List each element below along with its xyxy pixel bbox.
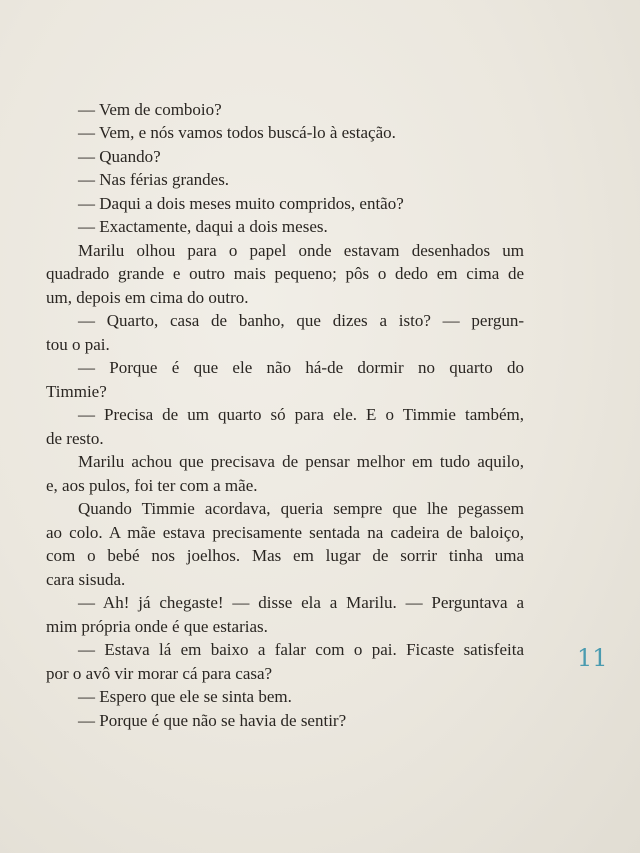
text-line: — Daqui a dois meses muito compridos, então? bbox=[78, 194, 404, 213]
text-line: mim própria onde é que estarias. bbox=[46, 617, 268, 636]
page-number: 11 bbox=[577, 644, 608, 672]
text-line: — Nas férias grandes. bbox=[78, 170, 230, 189]
text-line: e, aos pulos, foi ter com a mãe. bbox=[46, 476, 258, 495]
text-line: — Quando? bbox=[78, 147, 161, 166]
text-line: um, depois em cima do outro. bbox=[46, 288, 249, 307]
text-line: com o bebé nos joelhos. Mas em lugar de sorrir tinha uma bbox=[46, 546, 524, 565]
text-line: Marilu olhou para o papel onde estavam desenhados um bbox=[78, 241, 524, 260]
text-line: tou o pai. bbox=[46, 335, 110, 354]
text-line: — Porque é que não se havia de sentir? bbox=[78, 711, 347, 730]
text-line: por o avô vir morar cá para casa? bbox=[46, 664, 273, 683]
text-line: — Exactamente, daqui a dois meses. bbox=[78, 217, 328, 236]
text-line: — Vem, e nós vamos todos buscá-lo à estação. bbox=[78, 123, 396, 142]
text-line: — Precisa de um quarto só para ele. E o Timmie também, bbox=[78, 405, 524, 424]
text-line: Quando Timmie acordava, queria sempre que lhe pegassem bbox=[78, 499, 524, 518]
text-line: — Quarto, casa de banho, que dizes a isto? — pergun- bbox=[78, 311, 524, 330]
text-line: ao colo. A mãe estava precisamente sentada na cadeira de baloiço, bbox=[46, 523, 524, 542]
text-line: — Estava lá em baixo a falar com o pai. Ficaste satisfeita bbox=[78, 640, 524, 659]
text-line: — Porque é que ele não há-de dormir no quarto do bbox=[78, 358, 524, 377]
text-line: Timmie? bbox=[46, 382, 107, 401]
text-line: — Vem de comboio? bbox=[78, 100, 222, 119]
text-line: cara sisuda. bbox=[46, 570, 126, 589]
text-line: Marilu achou que precisava de pensar melhor em tudo aquilo, bbox=[78, 452, 524, 471]
text-line: quadrado grande e outro mais pequeno; pôs o dedo em cima de bbox=[46, 264, 524, 283]
text-line: de resto. bbox=[46, 429, 104, 448]
text-line: — Ah! já chegaste! — disse ela a Marilu. — Perguntava a bbox=[78, 593, 524, 612]
text-line: — Espero que ele se sinta bem. bbox=[78, 687, 292, 706]
